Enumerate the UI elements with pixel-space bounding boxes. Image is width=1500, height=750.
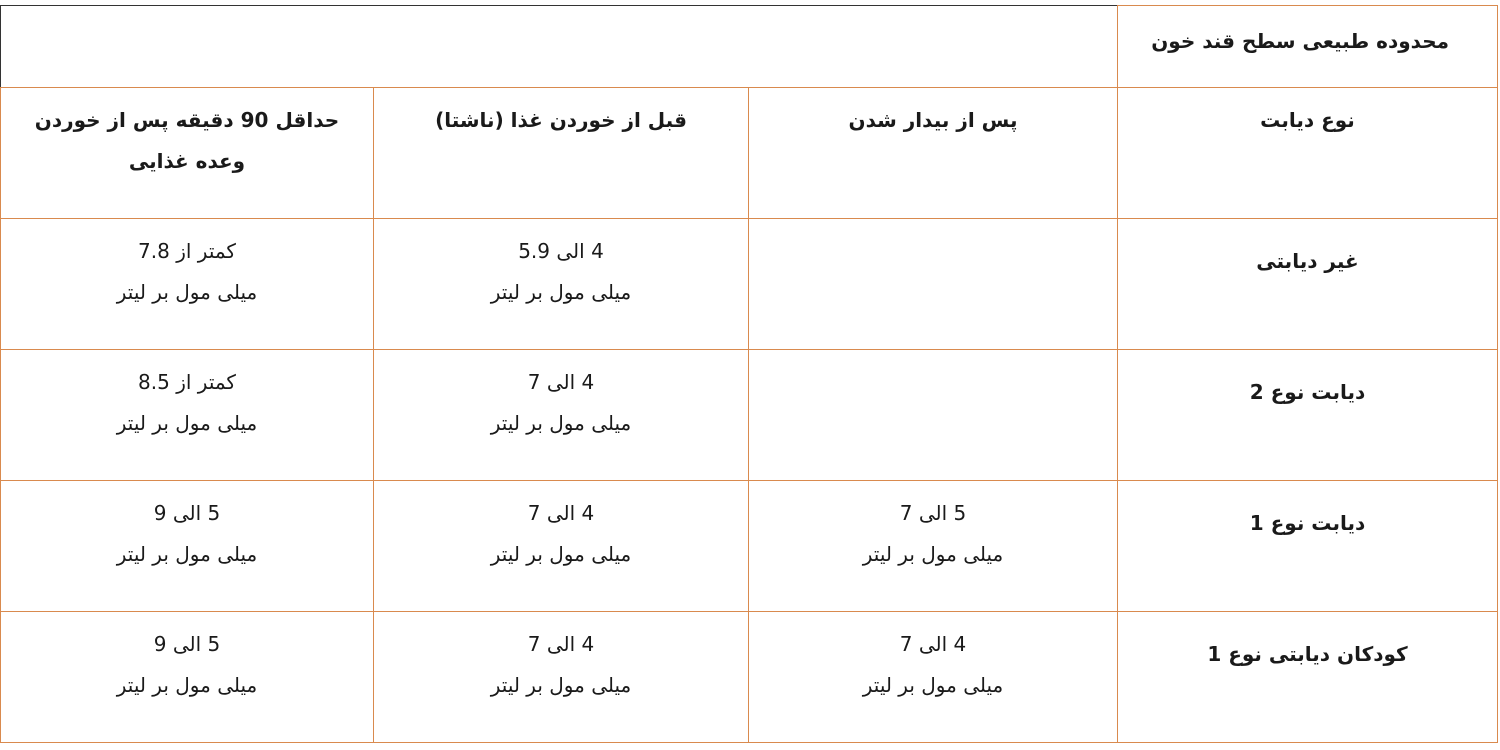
cell-unit: میلی مول بر لیتر [116,673,258,697]
cell-after-meal [1,219,374,350]
cell-value: 5 الی 7 [899,501,967,525]
cell-value: کمتر از 7.8 [138,239,236,263]
table-row [1,219,1498,350]
header-after-meal-line-1: حداقل 90 دقیقه پس از خوردن [34,108,340,132]
cell-value: 4 الی 5.9 [518,239,604,263]
header-before-meal: قبل از خوردن غذا (ناشتا) [374,88,749,219]
header-after-meal-line-2: وعده غذایی [128,149,246,173]
header-after-meal [1,88,374,219]
title-empty-cell [1,6,1118,88]
cell-unit: میلی مول بر لیتر [862,542,1004,566]
table-row [1,481,1498,612]
row-type: دیابت نوع 2 [1118,350,1498,481]
cell-value: 5 الی 9 [153,501,221,525]
cell-after-waking [749,612,1118,743]
cell-unit: میلی مول بر لیتر [116,542,258,566]
table-row [1,350,1498,481]
row-type: دیابت نوع 1 [1118,481,1498,612]
cell-unit: میلی مول بر لیتر [862,673,1004,697]
cell-before-meal [374,481,749,612]
blood-sugar-table-frame [0,5,1497,743]
cell-unit: میلی مول بر لیتر [490,411,632,435]
cell-after-waking [749,481,1118,612]
cell-before-meal [374,219,749,350]
title-row [1,6,1498,88]
row-type: غیر دیابتی [1118,219,1498,350]
cell-value: کمتر از 8.5 [138,370,236,394]
cell-after-waking [749,219,1118,350]
row-type: کودکان دیابتی نوع 1 [1118,612,1498,743]
table-title: محدوده طبیعی سطح قند خون [1118,6,1498,88]
cell-unit: میلی مول بر لیتر [490,673,632,697]
cell-unit: میلی مول بر لیتر [490,280,632,304]
cell-value: 5 الی 9 [153,632,221,656]
cell-after-meal [1,481,374,612]
blood-sugar-table [0,5,1498,743]
cell-value: 4 الی 7 [527,632,595,656]
header-after-waking: پس از بیدار شدن [749,88,1118,219]
cell-before-meal [374,350,749,481]
cell-unit: میلی مول بر لیتر [116,280,258,304]
cell-after-waking [749,350,1118,481]
cell-unit: میلی مول بر لیتر [490,542,632,566]
header-row [1,88,1498,219]
cell-value: 4 الی 7 [527,370,595,394]
header-type: نوع دیابت [1118,88,1498,219]
cell-before-meal [374,612,749,743]
cell-value: 4 الی 7 [527,501,595,525]
cell-unit: میلی مول بر لیتر [116,411,258,435]
table-row [1,612,1498,743]
cell-after-meal [1,350,374,481]
cell-value: 4 الی 7 [899,632,967,656]
cell-after-meal [1,612,374,743]
